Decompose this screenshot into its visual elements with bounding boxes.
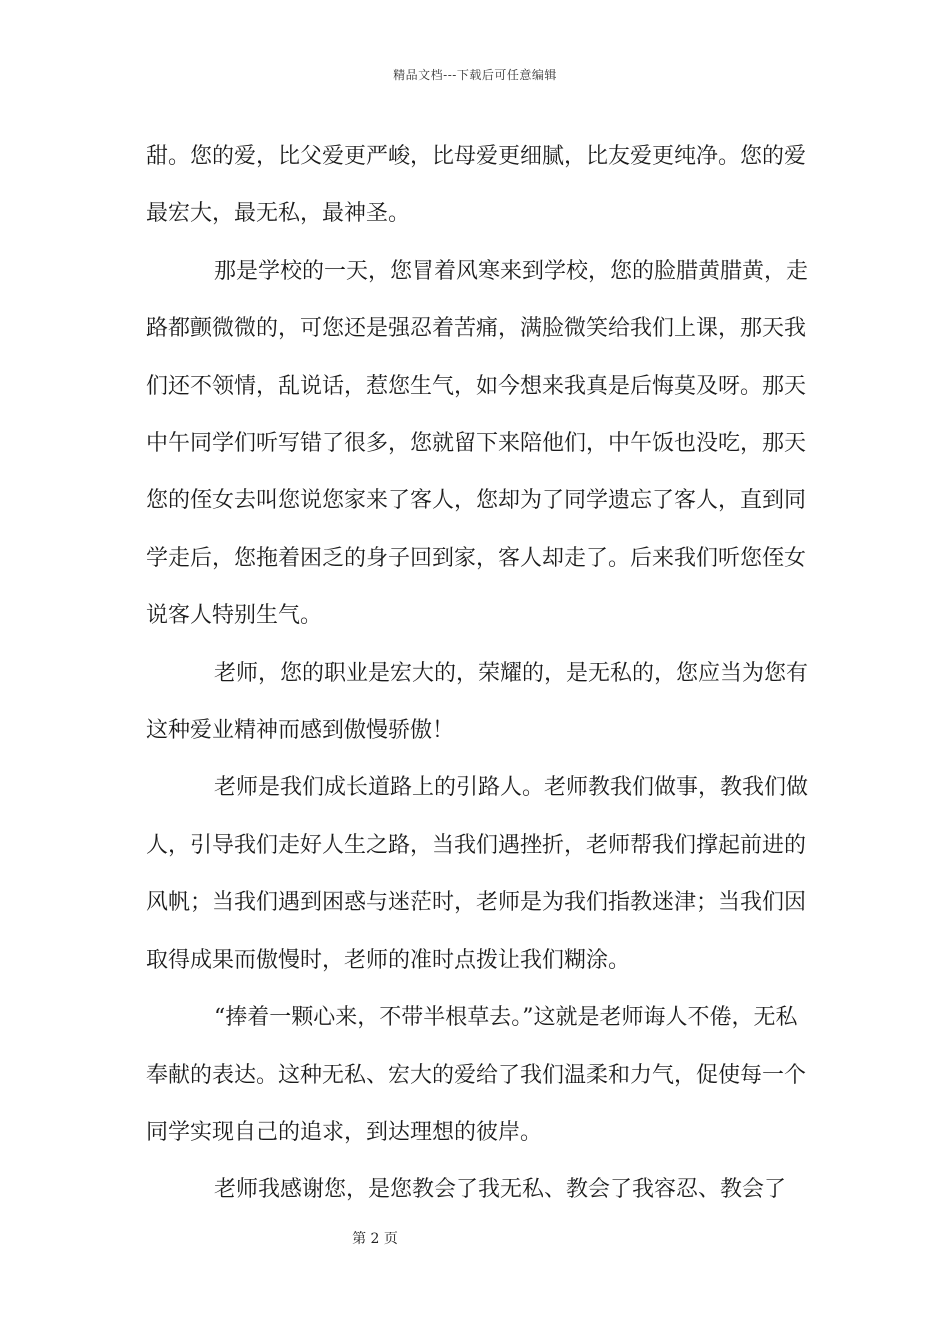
page-header: 精品文档---下载后可任意编辑 xyxy=(393,68,557,82)
document-body xyxy=(146,128,814,1219)
page-number: 第 2 页 xyxy=(352,1231,398,1247)
paragraph: 老师我感谢您，是您教会了我无私、教会了我容忍、教会了 xyxy=(214,1177,787,1203)
paragraph: “捧着一颗心来，不带半根草去。”这就是老师诲人不倦，无私奉献的表达。这种无私、宏大的爱给了我们温柔和力气，促使每一个同学实现自己的追求，到达理想的彼岸。 xyxy=(146,1005,807,1145)
paragraph: 老师，您的职业是宏大的，荣耀的，是无私的，您应当为您有这种爱业精神而感到傲慢骄傲！ xyxy=(146,660,809,744)
paragraph: 那是学校的一天，您冒着风寒来到学校，您的脸腊黄腊黄，走路都颤微微的，可您还是强忍着苦痛，满脸微笑给我们上课，那天我们还不领情，乱说话，惹您生气，如今想来我真是后悔莫及呀。那天中午同学们听写错了很多，您就留下来陪他们，中午饭也没吃，那天您的侄女去叫您说您家来了客人，您却为了同学遗忘了客人，直到同学走后，您拖着困乏的身子回到家，客人却走了。后来我们听您侄女说客人特别生气。 xyxy=(146,258,809,629)
paragraph-continuation: 甜。您的爱，比父爱更严峻，比母爱更细腻，比友爱更纯净。您的爱最宏大，最无私，最神圣。 xyxy=(146,144,807,227)
paragraph: 老师是我们成长道路上的引路人。老师教我们做事，教我们做人，引导我们走好人生之路，当我们遇挫折，老师帮我们撑起前进的风帆；当我们遇到困惑与迷茫时，老师是为我们指教迷津；当我们因取得成果而傲慢时，老师的准时点拨让我们糊涂。 xyxy=(146,775,809,973)
